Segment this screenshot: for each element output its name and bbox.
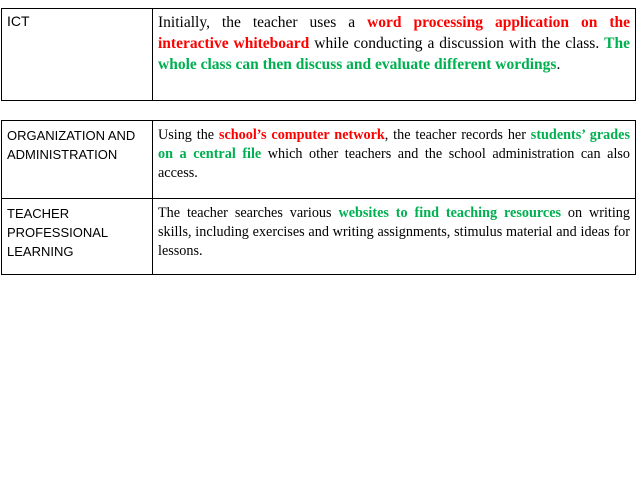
text-segment: Initially, the teacher uses a xyxy=(158,14,368,31)
row-text-organization xyxy=(153,121,636,199)
row-text-ict xyxy=(153,9,636,101)
text-segment: , the teacher records her xyxy=(384,127,531,143)
highlight-green: students’ grades on a central file xyxy=(158,127,630,162)
table-row xyxy=(2,199,636,275)
text-segment: while conducting a discussion with the class. xyxy=(309,35,605,52)
highlight-green: The whole class can then discuss and evaluate different wordings xyxy=(158,35,630,73)
uses-table xyxy=(1,120,636,275)
highlight-red: school’s computer network xyxy=(218,127,385,143)
row-label-ict: ICT xyxy=(2,9,153,101)
highlight-green: websites to find teaching resources xyxy=(338,205,562,221)
text-segment: which other teachers and the school administration can also access. xyxy=(158,146,630,181)
row-label-organization: ORGANIZATION AND ADMINISTRATION xyxy=(2,121,153,199)
text-segment: on writing skills, including exercises and writing assignments, stimulus material and ideas for lessons. xyxy=(158,205,630,259)
row-text-teacher-learning xyxy=(153,199,636,275)
highlight-red: word processing application on the interactive whiteboard xyxy=(158,14,630,52)
table-row xyxy=(2,121,636,199)
text-segment: . xyxy=(556,56,561,73)
row-label-teacher-learning: TEACHER PROFESSIONAL LEARNING xyxy=(2,199,153,275)
ict-table xyxy=(1,8,636,101)
text-segment: The teacher searches various xyxy=(158,205,339,221)
text-segment: Using the xyxy=(158,127,219,143)
